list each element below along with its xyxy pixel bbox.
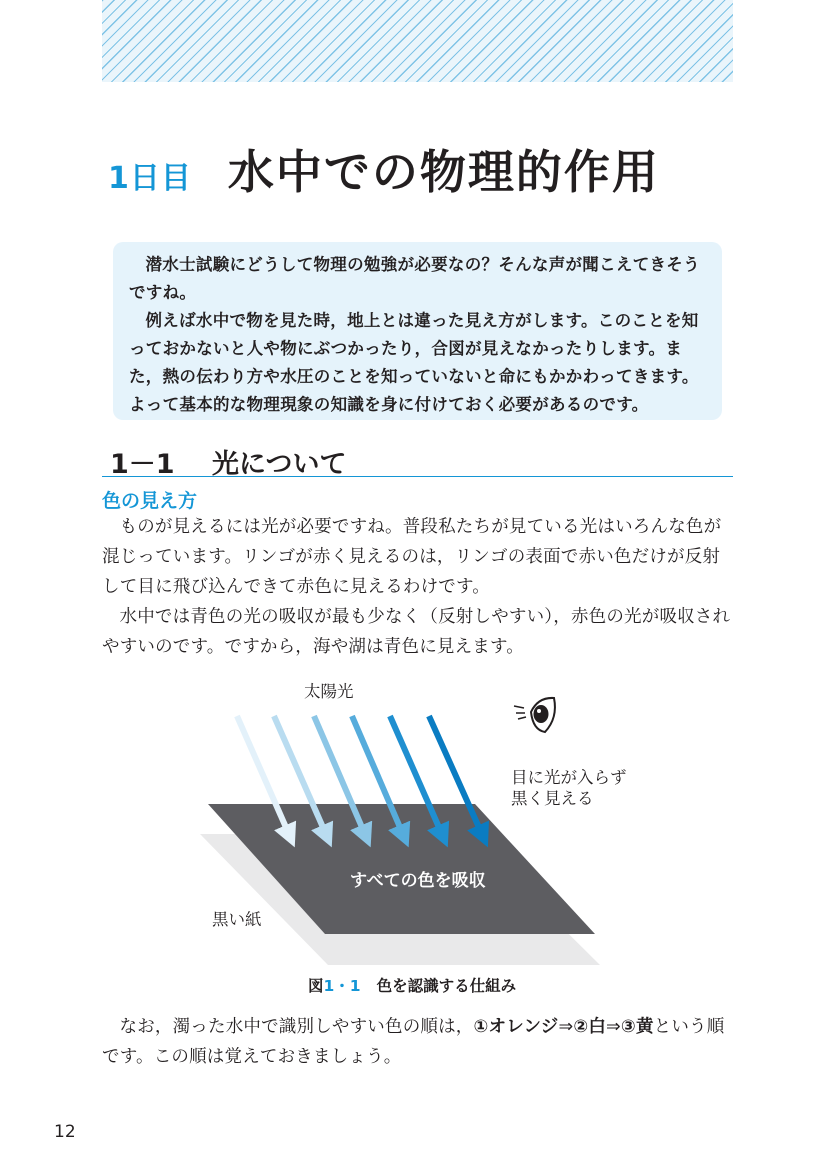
paper-label: 黒い紙 <box>212 910 262 929</box>
caption-number: 1・1 <box>323 977 361 995</box>
order-arrow: ⇒ <box>558 1017 574 1037</box>
closing-lead: なお，濁った水中で識別しやすい色の順は， <box>119 1017 474 1037</box>
header-hatch-band <box>102 0 733 82</box>
body-paragraph: 水中では青色の光の吸収が最も少なく（反射しやすい），赤色の光が吸収されやすいのです。ですから，海や湖は青色に見えます。 <box>102 607 731 657</box>
eye-icon <box>514 698 555 732</box>
order-arrow: ⇒ <box>606 1017 621 1037</box>
caption-prefix: 図 <box>308 977 324 995</box>
intro-box <box>113 242 722 420</box>
section-heading <box>102 440 733 480</box>
intro-paragraph: 潜水士試験にどうして物理の勉強が必要なの？そんな声が聞こえてきそうですね。 <box>129 255 700 302</box>
chapter-heading <box>108 136 660 199</box>
caption-text: 色を認識する仕組み <box>376 977 517 995</box>
subsection-title: 色の見え方 <box>102 490 198 512</box>
chapter-day-label: 1日目 <box>108 161 192 196</box>
figure-diagram <box>190 672 670 970</box>
page-number: 12 <box>54 1122 76 1142</box>
sunlight-label: 太陽光 <box>304 682 354 701</box>
closing-text <box>102 1012 734 1072</box>
absorb-label: すべての色を吸収 <box>350 871 486 891</box>
figure-caption <box>308 974 516 996</box>
order-yellow: ③黄 <box>620 1017 654 1037</box>
intro-paragraph: 例えば水中で物を見た時，地上とは違った見え方がします。このことを知っておかないと人や物にぶつかったり，合図が見えなかったりします。また，熱の伝わり方や水圧のことを知っていないと命にもかかわってきます。よって基本的な物理現象の知識を身に付けておく必要があるのです。 <box>129 311 699 414</box>
section-title: 光について <box>212 449 347 480</box>
eye-label-line1: 目に光が入らず <box>511 768 627 787</box>
order-orange: ①オレンジ <box>473 1017 559 1037</box>
closing-tail: という順です。この順は覚えておきましょう。 <box>102 1017 725 1067</box>
order-white: ②白 <box>573 1017 607 1037</box>
eye-label-line2: 黒く見える <box>511 789 594 808</box>
figure-color-perception <box>190 672 670 970</box>
body-paragraph: ものが見えるには光が必要ですね。普段私たちが見ている光はいろんな色が混じっています。リンゴが赤く見えるのは，リンゴの表面で赤い色だけが反射して目に飛び込んできて赤色に見えるわけです。 <box>102 517 722 597</box>
body-text <box>102 512 734 662</box>
closing-paragraph <box>102 1012 734 1072</box>
section-number: 1－1 <box>110 449 175 480</box>
chapter-title: 水中での物理的作用 <box>227 145 660 199</box>
